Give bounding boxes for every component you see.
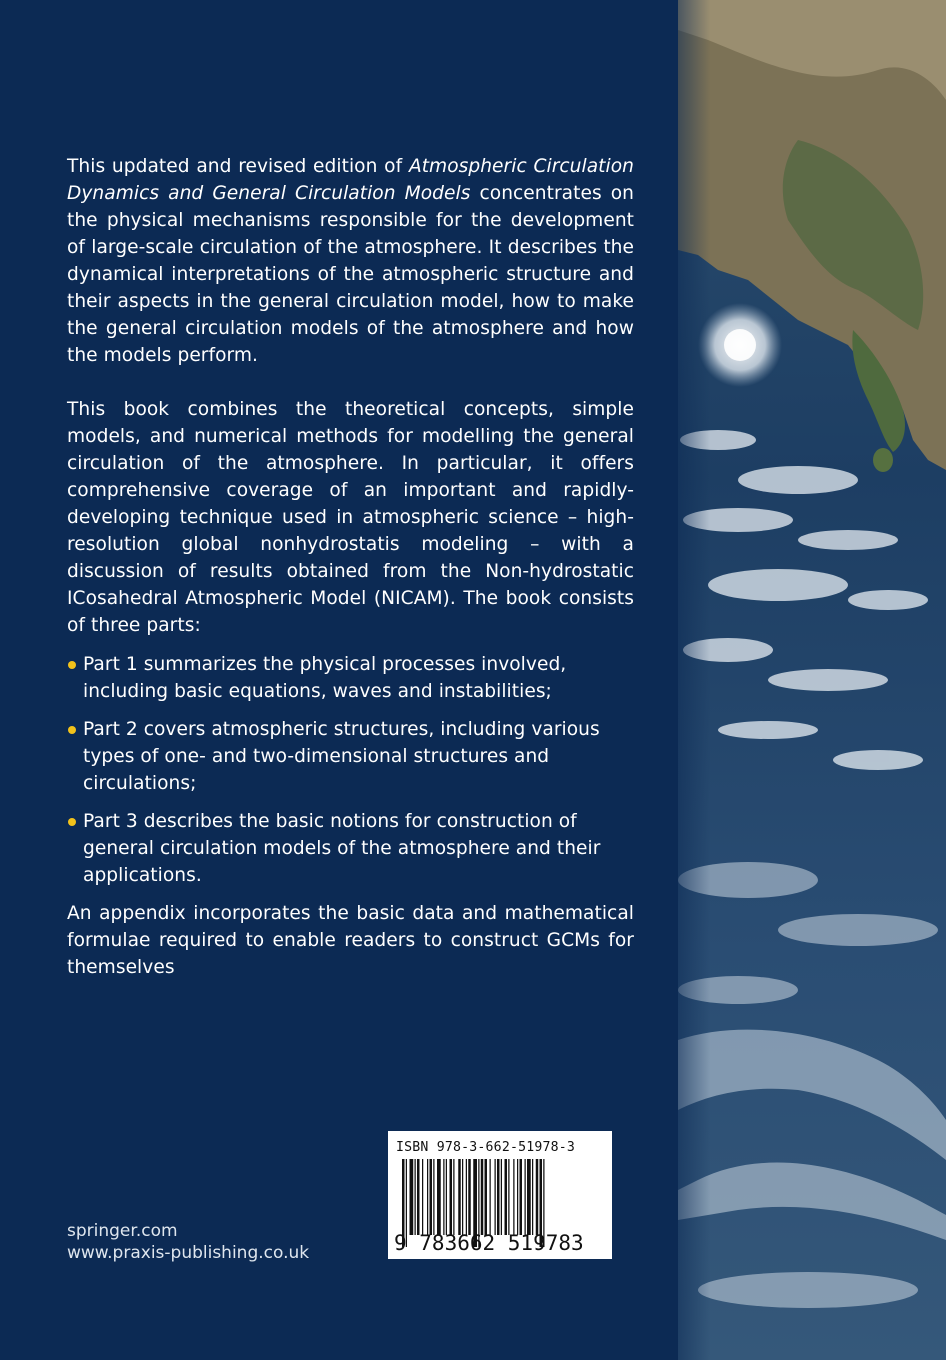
barcode-bar: [453, 1159, 454, 1235]
barcode-bar: [466, 1159, 467, 1235]
part-2-text: Part 2 covers atmospheric structures, including various types of one- and two-dimensional structures and circulations;: [83, 719, 600, 794]
barcode-bar: [490, 1159, 491, 1235]
barcode-bar: [422, 1159, 423, 1235]
barcode-bar: [450, 1159, 453, 1235]
barcode-bar: [532, 1159, 533, 1235]
isbn-digits: 9 783662 519783: [394, 1231, 584, 1255]
barcode-bar: [485, 1159, 488, 1235]
barcode-bar: [446, 1159, 447, 1235]
springer-link[interactable]: springer.com: [67, 1221, 178, 1241]
barcode-bar: [520, 1159, 523, 1235]
list-item: [67, 651, 634, 705]
list-item: [67, 716, 634, 797]
part-3-text: Part 3 describes the basic notions for construction of general circulation models of the atmosphere and their applications.: [83, 811, 601, 886]
barcode-bar: [508, 1159, 509, 1235]
barcode-bar: [525, 1159, 526, 1235]
intro-paragraph: [67, 153, 634, 369]
earth-satellite-image: [678, 0, 946, 1360]
barcode-bar: [427, 1159, 428, 1235]
barcode-bar: [481, 1159, 484, 1235]
intro-text-start: This updated and revised edition of: [67, 156, 409, 177]
praxis-link[interactable]: www.praxis-publishing.co.uk: [67, 1243, 310, 1263]
barcode-bar: [437, 1159, 441, 1235]
barcode-bar: [415, 1159, 416, 1235]
barcode-bar: [527, 1159, 531, 1235]
isbn-label: ISBN 978-3-662-51978-3: [396, 1140, 576, 1155]
barcode-bar: [443, 1159, 444, 1235]
part-1-text: Part 1 summarizes the physical processes involved, including basic equations, waves and instabilities;: [83, 654, 567, 702]
barcode-bar: [517, 1159, 518, 1235]
bullet-icon: [68, 818, 76, 826]
description-text: [67, 153, 634, 1008]
intro-text-end: concentrates on the physical mechanisms responsible for the development of large-scale circulation of the atmosphere. It describes the dynamical interpretations of the atmospheric structure and their aspects in the general circulation model, how to make the general circulation models of the atmosphere and how the models perform.: [67, 183, 634, 366]
barcode-bar: [495, 1159, 496, 1235]
content-paragraph: This book combines the theoretical concepts, simple models, and numerical methods for modelling the general circulation of the atmosphere. In particular, it offers comprehensive coverage of an important and rapidly-developing technique used in atmospheric science – high-resolution global nonhydrostatis modeling – with a discussion of results obtained from the Non-hydrostatic ICosahedral Atmospheric Model (NICAM). The book consists of three parts:: [67, 399, 634, 636]
list-item: [67, 808, 634, 889]
barcode-bar: [458, 1159, 461, 1235]
barcode-bar: [417, 1159, 420, 1235]
bullet-icon: [68, 661, 76, 669]
parts-list: [67, 651, 634, 889]
barcode-bar: [468, 1159, 471, 1235]
barcode-bar: [536, 1159, 539, 1235]
barcode-bar: [462, 1159, 463, 1235]
publisher-links: [67, 1220, 309, 1264]
book-title: Atmospheric Circulation Dynamics and General Circulation Models: [67, 156, 634, 204]
barcode-bar: [410, 1159, 414, 1235]
bullet-icon: [68, 726, 76, 734]
barcode-bar: [430, 1159, 433, 1235]
barcode-bar: [505, 1159, 508, 1235]
barcode-bar: [501, 1159, 502, 1235]
isbn-barcode: [388, 1131, 612, 1259]
barcode-bar: [433, 1159, 434, 1235]
barcode-bar: [497, 1159, 500, 1235]
appendix-paragraph: An appendix incorporates the basic data and mathematical formulae required to enable readers to construct GCMs for themselves: [67, 903, 634, 978]
barcode-bar: [513, 1159, 514, 1235]
